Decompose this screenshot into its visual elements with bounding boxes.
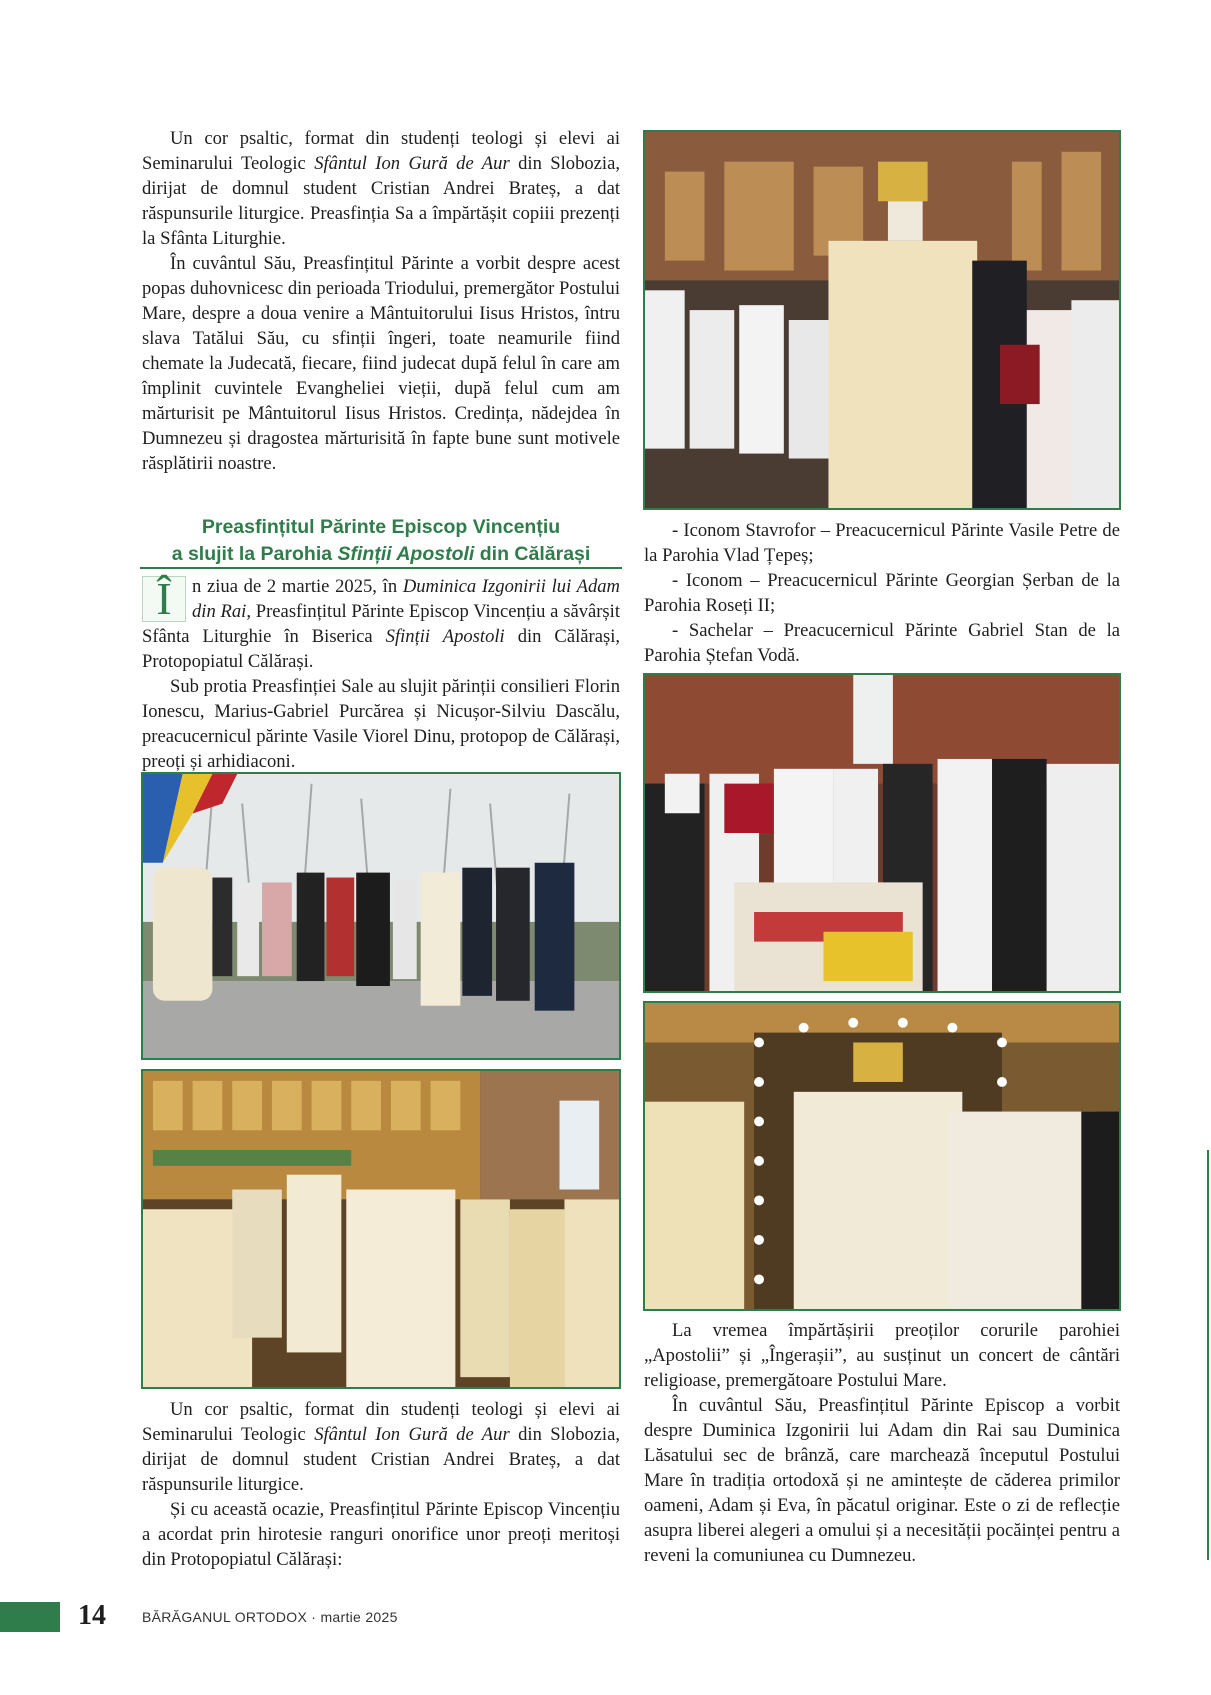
paragraph: Î n ziua de 2 martie 2025, în Duminica Izgonirii lui Adam din Rai, Preasfințitul Părinte Episcop Vincențiu a săvârșit Sfânta Liturghie în Biserica Sfinții Apostoli din Călărași, Protopopiatul Călărași. (142, 573, 621, 672)
honor-item: - Iconom Stavrofor – Preacucernicul Părinte Vasile Petre de la Parohia Vlad Țepeș; (644, 520, 1120, 566)
honor-item: - Iconom – Preacucernicul Părinte Georgian Șerban de la Parohia Roseți II; (644, 570, 1120, 616)
left-column-top (142, 126, 620, 476)
article-intro (142, 574, 620, 774)
paragraph: În cuvântul Său, Preasfințitul Părinte Episcop a vorbit despre Duminica Izgonirii lui Adam din Rai sau Duminica Lăsatului sec de brânză, care marchează începutul Postului Mare în tradiția ortodoxă și ne amintește de căderea primilor oameni, Adam și Eva, în păcatul originar. Este o zi de reflecție asupra liberei alegeri a omului și a necesității pocăinței pentru a reveni la comuniunea cu Dumnezeu. (644, 1395, 1120, 1566)
paragraph: Un cor psaltic, format din studenți teologi și elevi ai Seminarului Teologic Sfântul Ion Gură de Aur din Slobozia, dirijat de domnul student Cristian Andrei Brateș, a dat răspunsurile liturgice. (142, 1399, 620, 1495)
paragraph: Sub protia Preasfinției Sale au slujit părinții consilieri Florin Ionescu, Marius-Gabriel Purcărea și Nicușor-Silviu Dascălu, preacucernicul părinte Vasile Viorel Dinu, protopop de Călărași, preoți și arhidiaconi. (142, 676, 620, 772)
right-column-honors (644, 518, 1120, 668)
heading-line-2: a slujit la Parohia Sfinții Apostoli din Călărași (171, 543, 591, 565)
heading-line-1: Preasfințitul Părinte Episcop Vincențiu (201, 516, 561, 538)
paragraph: În cuvântul Său, Preasfințitul Părinte a vorbit despre acest popas duhovnicesc din perioada Triodului, premergător Postului Mare, despre a doua venire a Mântuitorului Iisus Hristos, întru slava Tatălui Său, cu sfinții îngeri, toate neamurile fiind chemate la Judecată, fiecare, fiind judecat după felul în care am împlinit cuvintele Evangheliei vieții, după felul cum am mărturisit pe Mântuitorul Iisus Hristos. Credința, nădejdea în Dumnezeu și dragostea mărturisită în fapte bune sunt motivele răsplătirii noastre. (142, 253, 620, 474)
page-edge-rule (1207, 1150, 1209, 1560)
heading-underline (140, 567, 622, 569)
photo-group-outdoors (141, 772, 621, 1060)
photo-bishop-blessing (643, 1001, 1121, 1311)
left-column-bottom (142, 1397, 620, 1572)
paragraph: La vremea împărtășirii preoților corurile parohiei „Apostolii” și „Îngerașii”, au susținut un concert de cântări religioase, premergătoare Postului Mare. (644, 1320, 1120, 1391)
photo-bishop-with-children (643, 130, 1121, 510)
right-column-bottom (644, 1318, 1120, 1568)
article-heading (142, 514, 620, 568)
honor-item: - Sachelar – Preacucernicul Părinte Gabriel Stan de la Parohia Ștefan Vodă. (644, 620, 1120, 666)
paragraph: Și cu această ocazie, Preasfințitul Părinte Episcop Vincențiu a acordat prin hirotesie ranguri onorifice unor preoți meritoși din Protopopiatul Călărași: (142, 1499, 620, 1570)
photo-choir (643, 673, 1121, 993)
drop-cap: Î (142, 576, 186, 622)
paragraph: Un cor psaltic, format din studenți teologi și elevi ai Seminarului Teologic Sfântul Ion Gură de Aur din Slobozia, dirijat de domnul student Cristian Andrei Brateș, a dat răspunsurile liturgice. Preasfinția Sa a împărtășit copiii prezenți la Sfânta Liturghie. (142, 128, 620, 249)
photo-liturgy-altar (141, 1069, 621, 1389)
footer-accent-bar (0, 1602, 60, 1632)
page-number: 14 (78, 1600, 106, 1631)
publication-name: BĂRĂGANUL ORTODOX · martie 2025 (142, 1609, 398, 1625)
